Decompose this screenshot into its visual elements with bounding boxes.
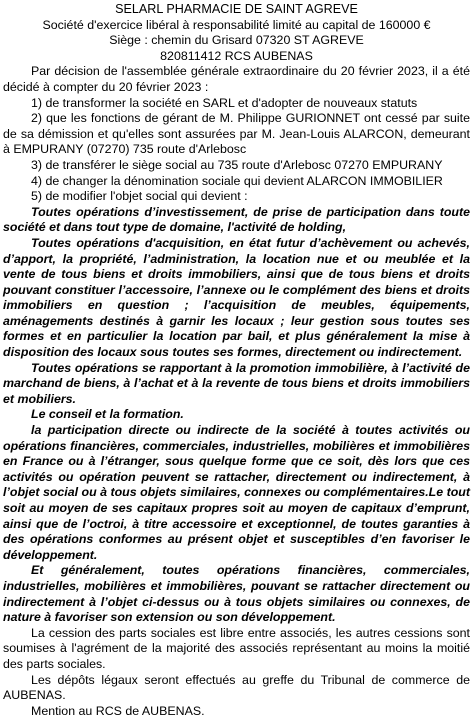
object-general: Et généralement, toutes opérations financières, commerciales, industrielles, mobilières et immobilières, pouvant se rattacher directement ou indirectement à l’objet ci-dessus ou à tous objets similaires ou connexes, de nature à favoriser son extension ou son développement. [3,563,470,625]
rcs-number: 820811412 RCS AUBENAS [160,48,313,63]
decision-item-3: 3) de transférer le siège social au 735 route d'Arlebosc 07270 EMPURANY [31,157,443,172]
rcs-mention: Mention au RCS de AUBENAS. [31,703,205,718]
object-acquisition: Toutes opérations d'acquisition, en état futur d’achèvement ou achevés, d’apport, la propriété, l’administration, la location nue et ou meublée et la vente de tous biens et droits immobiliers, ainsi que de tous biens et droits pouvant constituer l’accessoire, l’annexe ou le complément des biens et droits immobiliers en question ; l’acquisition de meubles, équipements, aménagements destinés à garnir les locaux ; leur gestion sous toutes ses formes et en particulier la location par bail, et plus généralement la mise à disposition des locaux sous toutes ses formes, directement ou indirectement. [3,235,470,360]
object-consulting: Le conseil et la formation. [31,407,184,422]
object-participation: la participation directe ou indirecte de la société à toutes activités ou opérations financières, commerciales, industrielles, mobilières et immobilières en France ou à l’étranger, sous quelque forme que ce soit, dès lors que ces activités ou opération peuvent se rattacher, directement ou indirectement, à l’objet social ou à tous objets similaires, connexes ou complémentaires.Le tout soit au moyen de ses capitaux propres soit au moyen de capitaux d’emprunt, ainsi que de l’octroi, à titre accessoire et exceptionnel, de toutes garanties à des opérations conformes au présent objet et susceptibles d’en favoriser le développement. [3,423,470,562]
registered-office: Siège : chemin du Grisard 07320 ST AGREVE [109,33,364,48]
decision-item-2: 2) que les fonctions de gérant de M. Philippe GURIONNET ont cessé par suite de sa démission et qu'elles sont assurées par M. Jean-Louis ALARCON, demeurant à EMPURANY (07270) 735 route d'Arlebosc [3,111,470,157]
decision-item-1: 1) de transformer la société en SARL et d'adopter de nouveaux statuts [31,95,418,110]
object-investment: Toutes opérations d’investissement, de prise de participation dans toute société et dans tout type de domaine, l'activité de holding, [3,204,470,235]
legal-deposits: Les dépôts légaux seront effectués au greffe du Tribunal de commerce de AUBENAS. [3,672,470,703]
decision-item-4: 4) de changer la dénomination sociale qui devient ALARCON IMMOBILIER [31,173,443,188]
decision-item-5: 5) de modifier l'objet social qui devient : [31,189,248,204]
object-promotion: Toutes opérations se rapportant à la promotion immobilière, à l’activité de marchand de biens, à l’achat et à la revente de tous biens et droits immobiliers et mobiliers. [3,360,470,406]
company-name: SELARL PHARMACIE DE SAINT AGREVE [115,2,358,16]
company-type: Société d'exercice libéral à responsabilité limité au capital de 160000 € [42,17,431,32]
share-transfer: La cession des parts sociales est libre entre associés, les autres cessions sont soumises à l'agrément de la majorité des associés représentant au moins la moitié des parts sociales. [3,625,470,671]
decision-intro: Par décision de l'assemblée générale extraordinaire du 20 février 2023, il a été décidé à compter du 20 février 2023 : [3,64,470,94]
